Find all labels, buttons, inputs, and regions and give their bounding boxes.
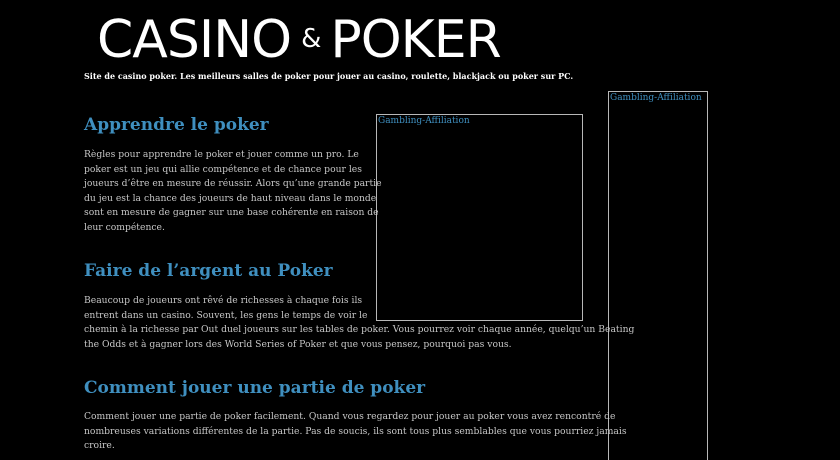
section-text-argent <box>84 294 634 352</box>
section-title-comment-jouer[interactable]: Comment jouer une partie de poker <box>84 378 426 398</box>
text-line: Règles pour apprendre le poker et jouer comme un pro. Le <box>84 149 359 160</box>
section-text-comment-jouer <box>84 410 627 454</box>
section-text-apprendre <box>84 148 382 236</box>
text-line: leur compétence. <box>84 221 165 233</box>
text-line: poker est un jeu qui allie compétence et de chance pour les <box>84 163 362 175</box>
text-line: entrent dans un casino. Souvent, les gens le temps de voir le <box>84 309 368 321</box>
site-logo[interactable] <box>97 10 501 70</box>
inline-ad-label[interactable]: Gambling-Affiliation <box>378 116 470 126</box>
logo-word-casino: CASINO <box>97 10 292 70</box>
inline-ad-banner[interactable] <box>376 114 583 321</box>
logo-ampersand: & <box>301 24 322 54</box>
text-line: the Odds et à gagner lors des World Series of Poker et que vous pensez, pourquoi pas vous. <box>84 338 512 350</box>
text-line: du jeu est la chance des joueurs de haut niveau dans le monde <box>84 192 377 204</box>
section-title-apprendre[interactable]: Apprendre le poker <box>84 115 269 135</box>
section-title-argent[interactable]: Faire de l’argent au Poker <box>84 261 333 281</box>
text-line: Beaucoup de joueurs ont rêvé de richesses à chaque fois ils <box>84 295 363 306</box>
text-line: sont en mesure de gagner sur une base cohérente en raison de <box>84 207 379 219</box>
text-line: joueurs d’être en mesure de réussir. Alors qu’une grande partie <box>84 178 382 190</box>
logo-word-poker: POKER <box>330 10 501 70</box>
text-line: Comment jouer une partie de poker facilement. Quand vous regardez pour jouer au poker vous avez rencontré de <box>84 411 616 422</box>
text-line: chemin à la richesse par Out duel joueurs sur les tables de poker. Vous pourrez voir chaque année, quelqu’un Beating <box>84 324 635 336</box>
sidebar-ad-banner[interactable] <box>608 91 708 460</box>
text-line: nombreuses variations différentes de la partie. Pas de soucis, ils sont tous plus semblables que vous pourriez jamais <box>84 425 627 437</box>
text-line: croire. <box>84 440 115 452</box>
sidebar-ad-label[interactable]: Gambling-Affiliation <box>610 93 702 103</box>
site-tagline: Site de casino poker. Les meilleurs salles de poker pour jouer au casino, roulette, blackjack ou poker sur PC. <box>84 71 574 81</box>
